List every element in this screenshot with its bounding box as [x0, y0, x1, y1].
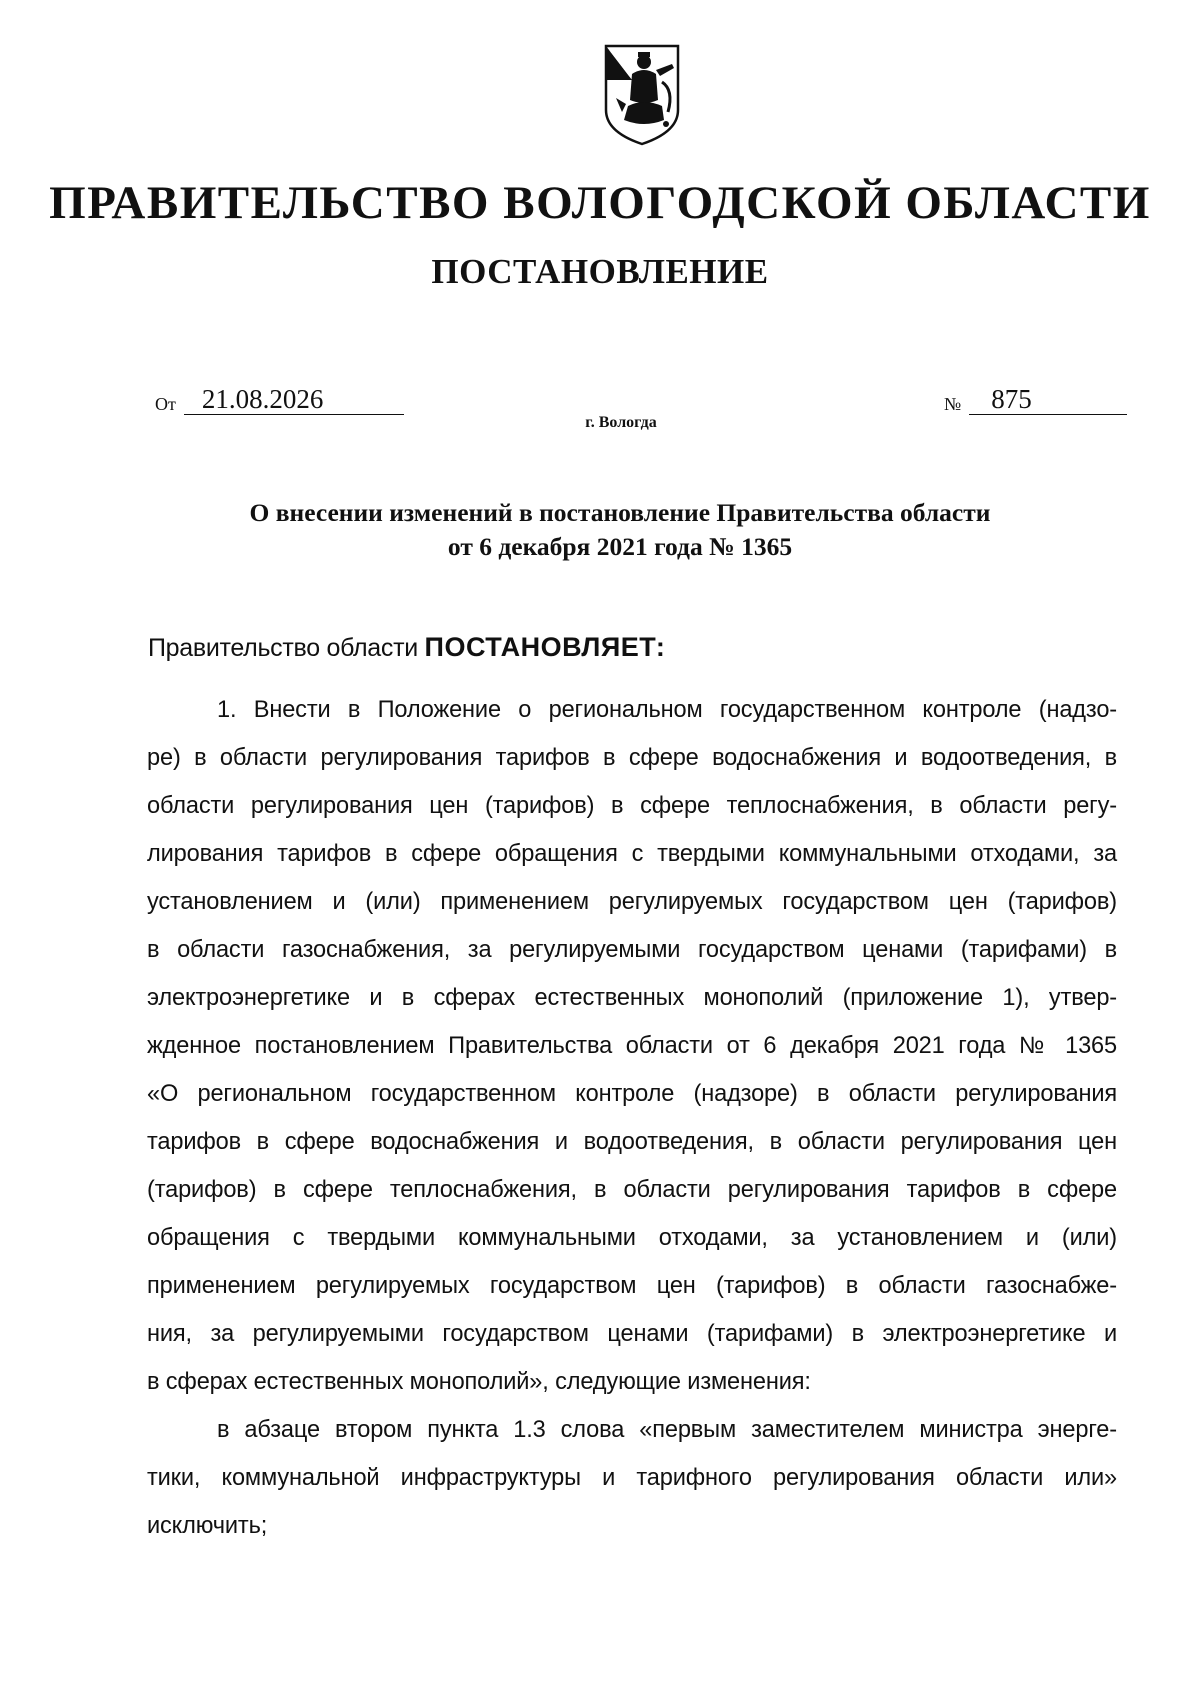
paragraph-line: лирования тарифов в сфере обращения с твердыми коммунальными отходами, за — [147, 841, 1117, 867]
coat-of-arms-icon — [602, 40, 682, 150]
paragraph-line: ния, за регулируемыми государством ценами (тарифами) в электроэнергетике и — [147, 1321, 1117, 1347]
number-prefix: № — [944, 394, 962, 414]
paragraph-line: в сферах естественных монополий», следующие изменения: — [147, 1369, 811, 1395]
document-type: ПОСТАНОВЛЕНИЕ — [431, 252, 769, 291]
paragraph-line: тарифов в сфере водоснабжения и водоотведения, в области регулирования цен — [147, 1129, 1117, 1155]
paragraph-line: «О региональном государственном контроле (надзоре) в области регулирования — [147, 1081, 1117, 1107]
document-subject — [0, 496, 1200, 564]
paragraph-line: применением регулируемых государством цен (тарифов) в области газоснабже- — [147, 1273, 1117, 1299]
date-prefix: От — [155, 394, 176, 414]
paragraph-1 — [147, 686, 1117, 1406]
decree-statement — [148, 632, 665, 663]
date-block — [155, 384, 404, 415]
government-title: ПРАВИТЕЛЬСТВО ВОЛОГОДСКОЙ ОБЛАСТИ — [49, 177, 1151, 229]
paragraph-line: электроэнергетике и в сферах естественных монополий (приложение 1), утвер- — [147, 985, 1117, 1011]
paragraph-line: исключить; — [147, 1513, 268, 1539]
number-block — [944, 384, 1127, 415]
paragraph-line: жденное постановлением Правительства области от 6 декабря 2021 года № 1365 — [147, 1033, 1117, 1059]
paragraph-line: в абзаце втором пункта 1.3 слова «первым заместителем министра энерге- — [217, 1417, 1117, 1443]
paragraph-line: тики, коммунальной инфраструктуры и тарифного регулирования области или» — [147, 1465, 1117, 1491]
paragraph-line: области регулирования цен (тарифов) в сфере теплоснабжения, в области регу- — [147, 793, 1117, 819]
paragraph-line: ре) в области регулирования тарифов в сфере водоснабжения и водоотведения, в — [147, 745, 1117, 771]
subject-line-2: от 6 декабря 2021 года № 1365 — [447, 532, 793, 561]
city: г. Вологда — [585, 414, 657, 431]
paragraph-line: (тарифов) в сфере теплоснабжения, в области регулирования тарифов в сфере — [147, 1177, 1117, 1203]
paragraph-2 — [147, 1406, 1117, 1550]
subject-line-1: О внесении изменений в постановление Правительства области — [249, 498, 991, 527]
document-body — [147, 686, 1117, 1550]
decree-lead: Правительство области — [148, 634, 418, 662]
number-value: 875 — [969, 384, 1127, 415]
decree-verb: ПОСТАНОВЛЯЕТ: — [424, 632, 666, 662]
paragraph-line: обращения с твердыми коммунальными отходами, за установлением и (или) — [147, 1225, 1117, 1251]
paragraph-line: в области газоснабжения, за регулируемыми государством ценами (тарифами) в — [147, 937, 1117, 963]
paragraph-line: установлением и (или) применением регулируемых государством цен (тарифов) — [147, 889, 1117, 915]
paragraph-line: 1. Внести в Положение о региональном государственном контроле (надзо- — [217, 697, 1117, 723]
date-value: 21.08.2026 — [184, 384, 404, 415]
